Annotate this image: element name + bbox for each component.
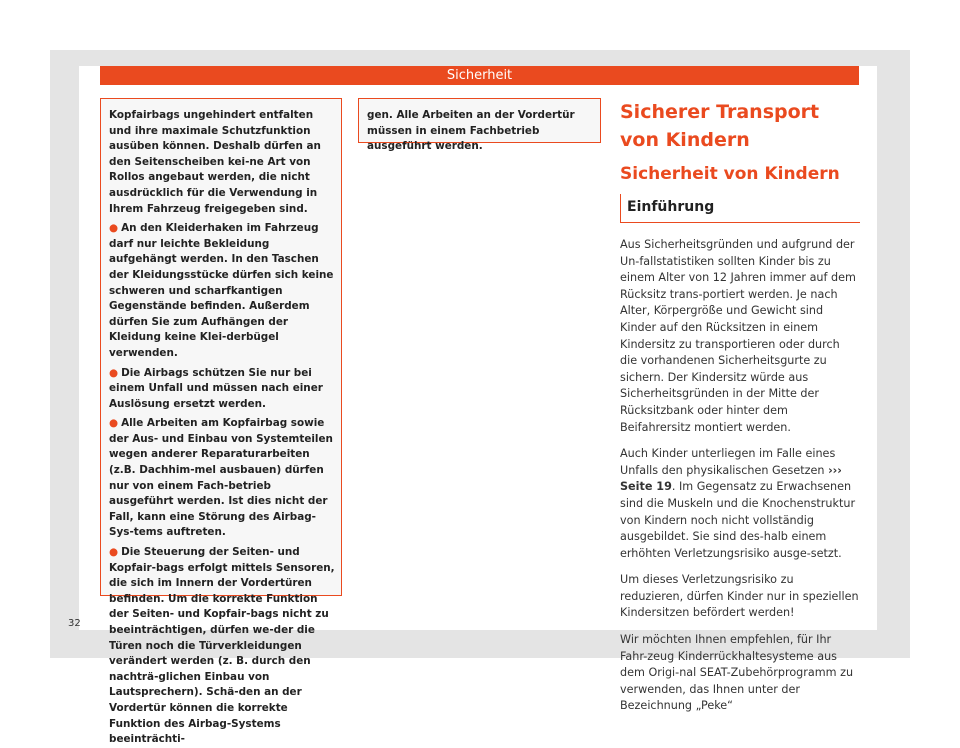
warning-box-continued (100, 98, 342, 746)
page-number: 32 (68, 618, 81, 629)
warning-item: ● Alle Arbeiten am Kopfairbag sowie der Aus- und Einbau von Systemteilen wegen anderer Reparaturarbeiten (z.B. Dachhim-mel ausbauen) dürfen nur von einem Fach-betrieb ausgeführt werden. Ist dies nicht der Fall, kann eine Störung des Airbag-Sys-tems auftreten. (109, 417, 333, 539)
body-text (620, 237, 860, 715)
subsection-title: Einführung (627, 199, 715, 215)
warning-item: ● An den Kleiderhaken im Fahrzeug darf nur leichte Bekleidung aufgehängt werden. In den Taschen der Kleidungsstücke dürfen sich keine schweren und scharfkantigen Gegenstände befinden. Außerdem dürfen Sie zum Aufhängen der Kleidung keine Klei-derbügel verwenden. (109, 222, 334, 359)
subsection-heading (620, 194, 860, 223)
page-reference-link[interactable]: ››› Seite 19 (620, 463, 842, 494)
section-title: Sicherheit von Kindern (620, 164, 840, 184)
warning-item: ● Die Airbags schützen Sie nur bei einem Unfall und müssen nach einer Auslösung ersetzt werden. (109, 366, 323, 410)
bullet-icon: ● (109, 222, 119, 235)
bullet-icon: ● (109, 366, 119, 379)
paragraph: Auch Kinder unterliegen im Falle eines Unfalls den physikalischen Gesetzen ››› Seite 19. Im Gegensatz zu Erwachsenen sind die Muskeln und die Knochenstruktur von Kindern noch nicht vollständig ausgebildet. Sie sind des-halb einem erhöhten Verletzungsrisiko ausge-setzt. (620, 447, 856, 560)
content-column (620, 98, 860, 715)
paragraph: Wir möchten Ihnen empfehlen, für Ihr Fahr-zeug Kinderrückhaltesysteme aus dem Origi-nal SEAT-Zubehörprogramm zu verwenden, das Ihnen unter der Bezeichnung „Peke“ (620, 633, 854, 713)
warning-intro: Kopfairbags ungehindert entfalten und ihre maximale Schutzfunktion ausüben können. Deshalb dürfen an den Seitenscheiben kei-ne Art von Rollos angebaut werden, die nicht ausdrücklich für die Verwendung in Ihrem Fahrzeug freigegeben sind. (109, 109, 321, 215)
paragraph: Aus Sicherheitsgründen und aufgrund der Un-fallstatistiken sollten Kinder bis zu einem Alter von 12 Jahren immer auf dem Rücksitz trans-portiert werden. Je nach Alter, Körpergröße und Gewicht sind Kinder auf den Rücksitzen in einem Kindersitz zu transportieren oder durch die vorhandenen Sicherheitsgurte zu sichern. Der Kindersitz würde aus Sicherheitsgründen in der Mitte der Rücksitzbank oder hinter dem Beifahrersitz montiert werden. (620, 238, 856, 434)
chapter-title: Sicherer Transport von Kindern (620, 101, 820, 151)
warning-end-text: gen. Alle Arbeiten an der Vordertür müssen in einem Fachbetrieb ausgeführt werden. (367, 109, 575, 153)
bullet-icon: ● (109, 417, 119, 430)
bullet-icon: ● (109, 546, 119, 559)
paragraph: Um dieses Verletzungsrisiko zu reduzieren, dürfen Kinder nur in speziellen Kindersitzen befördert werden! (620, 573, 859, 620)
section-header: Sicherheit (100, 66, 859, 85)
warning-item: ● Die Steuerung der Seiten- und Kopfair-bags erfolgt mittels Sensoren, die sich im Innern der Vordertüren befinden. Um die korrekte Funktion der Seiten- und Kopfair-bags nicht zu beeinträchtigen, dürfen we-der die Türen noch die Türverkleidungen verändert werden (z. B. durch den nachträ-glichen Einbau von Lautsprechern). Schä-den an der Vordertür können die korrekte Funktion des Airbag-Systems beeinträchti- (109, 546, 335, 746)
warning-box-end (358, 98, 601, 153)
